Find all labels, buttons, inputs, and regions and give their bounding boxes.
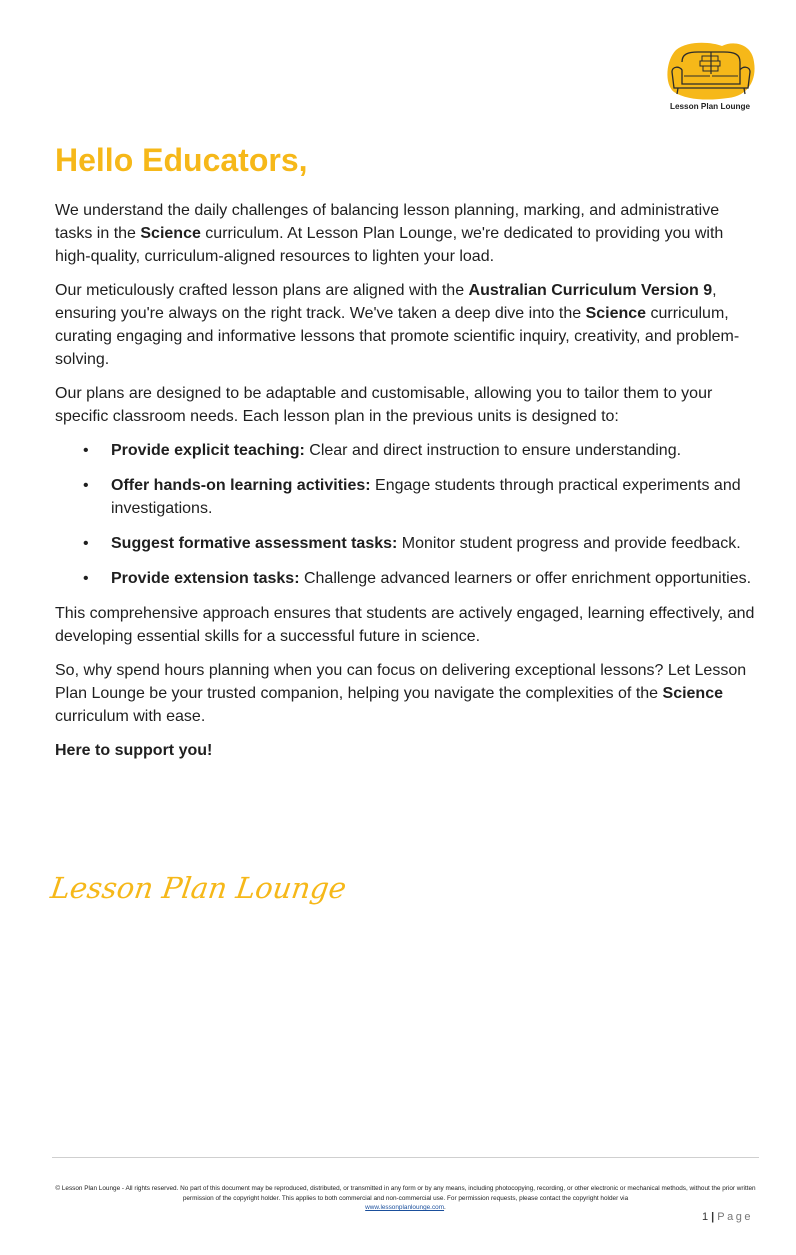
website-link[interactable]: www.lessonplanlounge.com (365, 1204, 445, 1211)
list-item: • Provide extension tasks: Challenge advanced learners or offer enrichment opportunities. (111, 567, 755, 590)
brand-logo (664, 40, 760, 116)
bullet-icon: • (83, 570, 89, 587)
paragraph-intro: We understand the daily challenges of balancing lesson planning, marking, and administrative tasks in the Science curriculum. At Lesson Plan Lounge, we're dedicated to providing you with high-quality, curriculum-aligned resources to lighten your load. (55, 202, 724, 265)
list-item: • Suggest formative assessment tasks: Monitor student progress and provide feedback. (111, 532, 755, 555)
bullet-icon: • (83, 442, 89, 459)
logo-text: Lesson Plan Lounge (669, 102, 751, 111)
paragraph-approach: This comprehensive approach ensures that students are actively engaged, learning effectively, and developing essential skills for a successful future in science. (55, 605, 755, 645)
bullet-icon: • (83, 535, 89, 552)
closing-line: Here to support you! (55, 742, 213, 759)
feature-list (55, 439, 755, 590)
page-number: 1 | Page (701, 1211, 753, 1223)
paragraph-adaptable: Our plans are designed to be adaptable and customisable, allowing you to tailor them to your specific classroom needs. Each lesson plan in the previous units is designed to: (55, 385, 713, 425)
signature (48, 866, 349, 916)
list-item: • Provide explicit teaching: Clear and direct instruction to ensure understanding. (111, 439, 755, 462)
paragraph-curriculum: Our meticulously crafted lesson plans are aligned with the Australian Curriculum Version 9, ensuring you're always on the right track. We've taken a deep dive into the Science curriculum, curating engaging and informative lessons that promote scientific inquiry, creativity, and problem-solving. (55, 282, 740, 368)
footer-copyright: © Lesson Plan Lounge - All rights reserved. No part of this document may be reproduced, distributed, or transmitted in any form or by any means, including photocopying, recording, or other electronic or mechanical methods, without the prior written permission of the copyright holder. This applies to both commercial and non-commercial use. For permission requests, please contact the copyright holder via www.lessonplanlounge.com. (55, 1185, 756, 1211)
signature-text: Lesson Plan Lounge (48, 871, 349, 905)
footer-divider (52, 1157, 759, 1158)
list-item: • Offer hands-on learning activities: Engage students through practical experiments and investigations. (111, 474, 755, 520)
greeting-heading: Hello Educators, (55, 142, 308, 178)
letter-body (55, 140, 755, 773)
bullet-icon: • (83, 477, 89, 494)
paragraph-why: So, why spend hours planning when you can focus on delivering exceptional lessons? Let Lesson Plan Lounge be your trusted companion, helping you navigate the complexities of the Science curriculum with ease. (55, 662, 747, 725)
sofa-icon (664, 40, 756, 102)
